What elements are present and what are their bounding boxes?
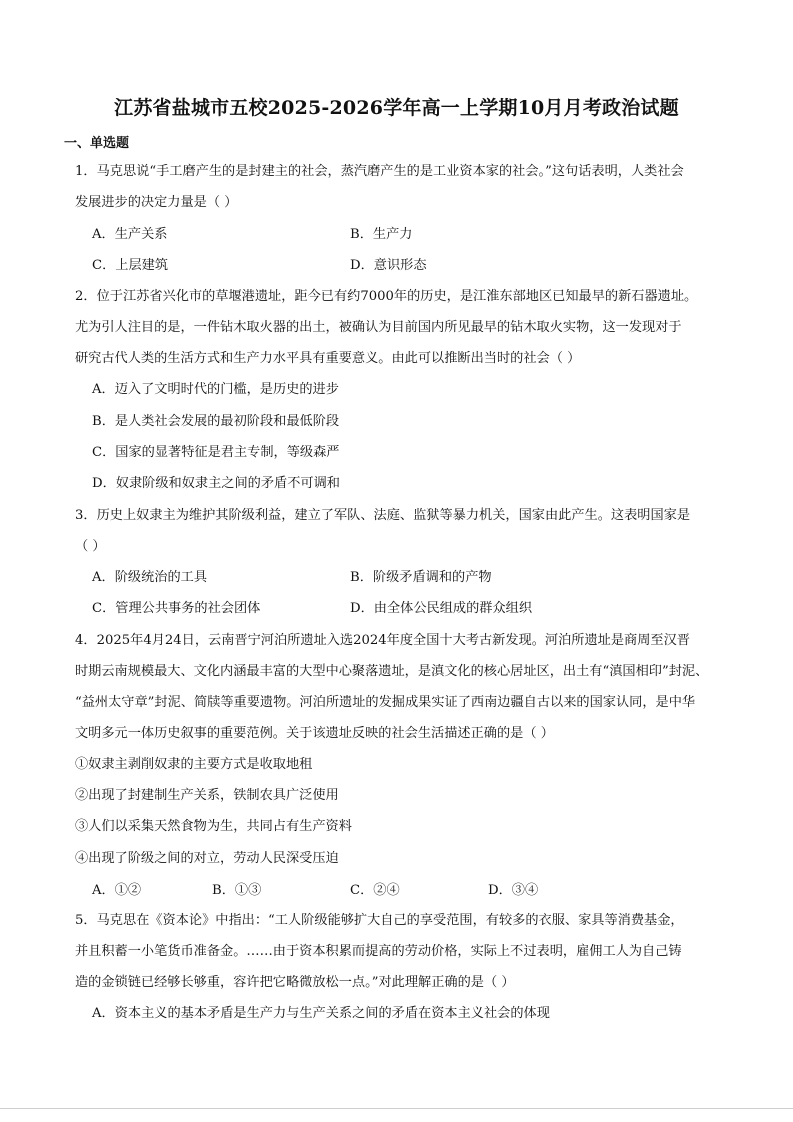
question-4-line-4: 文明多元一体历史叙事的重要范例。关于该遗址反映的社会生活描述正确的是（ ） <box>75 726 554 741</box>
question-1-option-b[interactable]: B．生产力 <box>350 227 413 242</box>
question-2-line-1: 2．位于江苏省兴化市的草堰港遗址，距今已有约7000年的历史，是江淮东部地区已知最早的新石器遗址。 <box>75 289 698 304</box>
question-4-line-1: 4．2025年4月24日，云南晋宁河泊所遗址入选2024年度全国十大考古新发现。河泊所遗址是商周至汉晋 <box>75 633 690 648</box>
question-5-line-3: 造的金锁链已经够长够重，容许把它略微放松一点。”对此理解正确的是（ ） <box>75 975 515 990</box>
section-heading: 一、单选题 <box>64 136 130 151</box>
question-4-statement-2: ②出现了封建制生产关系，铁制农具广泛使用 <box>75 788 339 803</box>
question-2-line-3: 研究古代人类的生活方式和生产力水平具有重要意义。由此可以推断出当时的社会（ ） <box>75 351 581 366</box>
question-5-option-a[interactable]: A．资本主义的基本矛盾是生产力与生产关系之间的矛盾在资本主义社会的体现 <box>92 1006 550 1021</box>
page-bottom-divider <box>0 1108 793 1109</box>
question-1-option-d[interactable]: D．意识形态 <box>350 258 427 273</box>
page-title: 江苏省盐城市五校2025-2026学年高一上学期10月月考政治试题 <box>114 97 679 119</box>
question-3-option-d[interactable]: D．由全体公民组成的群众组织 <box>350 601 533 616</box>
question-2-option-a[interactable]: A．迈入了文明时代的门槛，是历史的进步 <box>92 382 339 397</box>
question-4-line-2: 时期云南规模最大、文化内涵最丰富的大型中心聚落遗址，是滇文化的核心居址区，出土有“滇国相印”封泥、 <box>75 664 709 679</box>
question-2-option-b[interactable]: B．是人类社会发展的最初阶段和最低阶段 <box>92 414 340 429</box>
question-4-line-3: “益州太守章”封泥、简牍等重要遗物。河泊所遗址的发掘成果实证了西南边疆自古以来的国家认同，是中华 <box>75 695 696 710</box>
question-2-option-d[interactable]: D．奴隶阶级和奴隶主之间的矛盾不可调和 <box>92 476 340 491</box>
question-4-option-b[interactable]: B．①③ <box>212 883 262 898</box>
question-1-line-1: 1．马克思说“手工磨产生的是封建主的社会，蒸汽磨产生的是工业资本家的社会。”这句话表明，人类社会 <box>75 164 684 179</box>
question-4-option-c[interactable]: C．②④ <box>350 883 400 898</box>
question-3-option-a[interactable]: A．阶级统治的工具 <box>92 570 208 585</box>
question-3-option-b[interactable]: B．阶级矛盾调和的产物 <box>350 570 492 585</box>
question-3-line-2: （ ） <box>75 539 106 554</box>
question-3-line-1: 3．历史上奴隶主为维护其阶级利益，建立了军队、法庭、监狱等暴力机关，国家由此产生。这表明国家是 <box>75 508 691 523</box>
question-2-option-c[interactable]: C．国家的显著特征是君主专制，等级森严 <box>92 445 340 460</box>
question-1-line-2: 发展进步的决定力量是（ ） <box>75 195 238 210</box>
question-4-option-a[interactable]: A．①② <box>92 883 142 898</box>
question-5-line-2: 并且积蓄一小笔货币准备金。……由于资本积累而提高的劳动价格，实际上不过表明，雇佣工人为自己铸 <box>75 944 682 959</box>
question-4-statement-4: ④出现了阶级之间的对立，劳动人民深受压迫 <box>75 851 339 866</box>
question-4-option-d[interactable]: D．③④ <box>488 883 539 898</box>
question-2-line-2: 尤为引人注目的是，一件钻木取火器的出土，被确认为目前国内所见最早的钻木取火实物，这一发现对于 <box>75 320 682 335</box>
question-4-statement-3: ③人们以采集天然食物为生，共同占有生产资料 <box>75 819 352 834</box>
question-1-option-c[interactable]: C．上层建筑 <box>92 258 169 273</box>
question-4-statement-1: ①奴隶主剥削奴隶的主要方式是收取地租 <box>75 757 313 772</box>
question-5-line-1: 5．马克思在《资本论》中指出：“工人阶级能够扩大自己的享受范围，有较多的衣服、家具等消费基金， <box>75 913 684 928</box>
question-1-option-a[interactable]: A．生产关系 <box>92 227 168 242</box>
question-3-option-c[interactable]: C．管理公共事务的社会团体 <box>92 601 261 616</box>
